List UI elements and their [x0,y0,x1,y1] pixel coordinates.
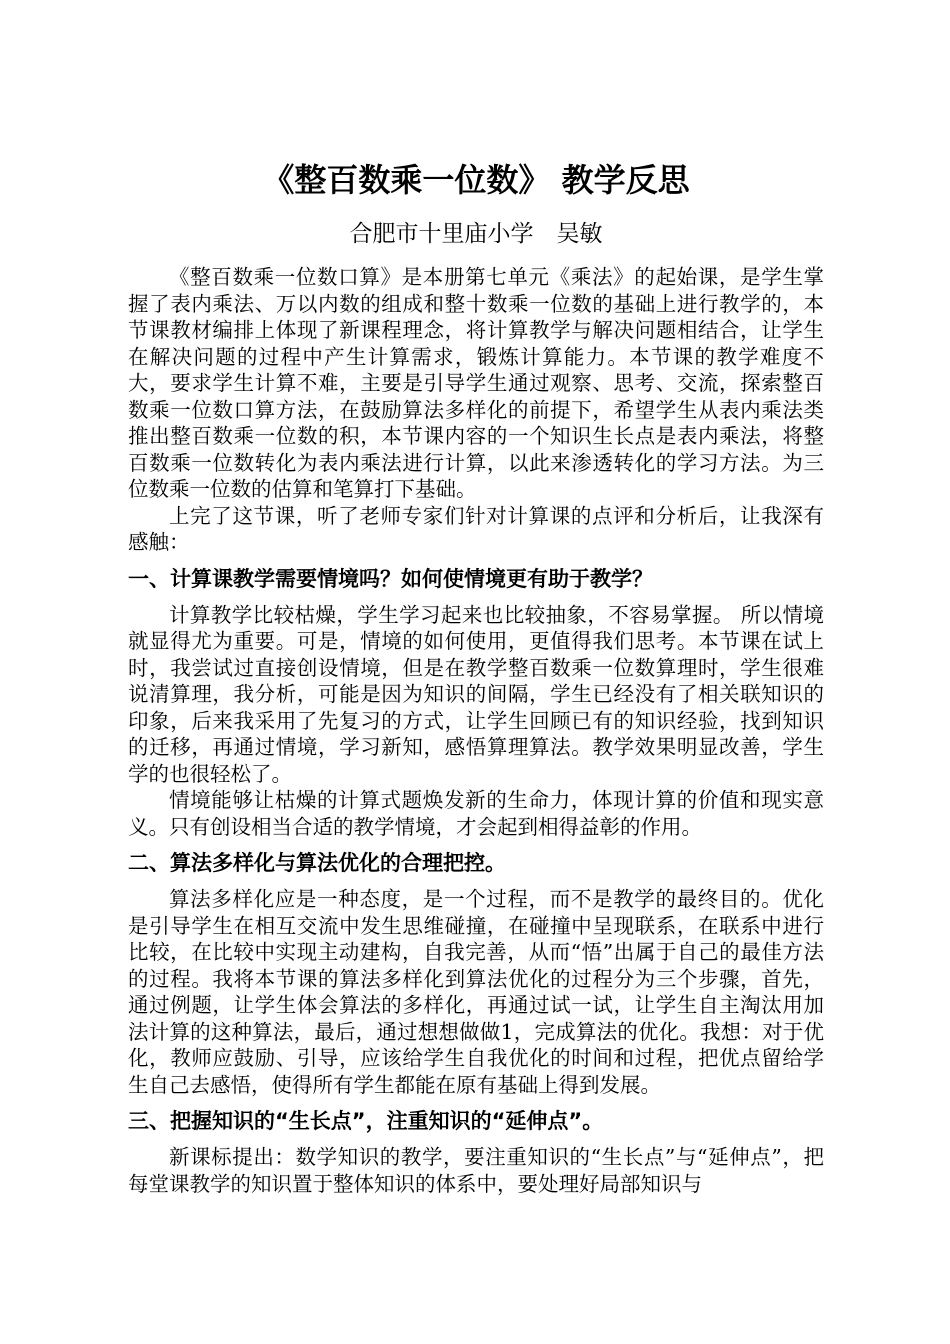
section-1-paragraph-1: 计算教学比较枯燥，学生学习起来也比较抽象，不容易掌握。 所以情境就显得尤为重要。可是，情境的如何使用，更值得我们思考。本节课在试上时，我尝试过直接创设情境，但是在教学整百数乘一位数算理时，学生很难说清算理，我分析，可能是因为知识的间隔，学生已经没有了相关联知识的印象，后来我采用了先复习的方式，让学生回顾已有的知识经验，找到知识的迁移，再通过情境，学习新知，感悟算理算法。教学效果明显改善，学生学的也很轻松了。 [128,602,824,786]
document-author: 合肥市十里庙小学 吴敏 [349,221,603,247]
document-page [128,0,824,1344]
intro-paragraph-1: 《整百数乘一位数口算》是本册第七单元《乘法》的起始课，是学生掌握了表内乘法、万以内数的组成和整十数乘一位数的基础上进行教学的，本节课教材编排上体现了新课程理念，将计算教学与解决问题相结合，让学生在解决问题的过程中产生计算需求，锻炼计算能力。本节课的教学难度不大，要求学生计算不难，主要是引导学生通过观察、思考、交流，探索整百数乘一位数口算方法，在鼓励算法多样化的前提下，希望学生从表内乘法类推出整百数乘一位数的积，本节课内容的一个知识生长点是表内乘法，将整百数乘一位数转化为表内乘法进行计算，以此来渗透转化的学习方法。为三位数乘一位数的估算和笔算打下基础。 [128,265,824,501]
document-title: 《整百数乘一位数》 教学反思 [262,161,690,199]
section-1-paragraph-2: 情境能够让枯燥的计算式题焕发新的生命力，体现计算的价值和现实意义。只有创设相当合适的教学情境，才会起到相得益彰的作用。 [128,788,824,839]
section-2-heading: 二、算法多样化与算法优化的合理把控。 [128,851,506,875]
section-3-heading: 三、把握知识的“生长点”，注重知识的“延伸点”。 [128,1109,604,1133]
intro-paragraph-2: 上完了这节课，听了老师专家们针对计算课的点评和分析后，让我深有感触： [128,503,824,554]
document-body [128,264,824,1197]
section-3-paragraph-1: 新课标提出：数学知识的教学，要注重知识的“生长点”与“延伸点”，把每堂课教学的知识置于整体知识的体系中，要处理好局部知识与 [128,1145,824,1196]
section-2-paragraph-1: 算法多样化应是一种态度，是一个过程，而不是教学的最终目的。优化是引导学生在相互交流中发生思维碰撞，在碰撞中呈现联系，在联系中进行比较，在比较中实现主动建构，自我完善，从而“悟”出属于自己的最佳方法的过程。我将本节课的算法多样化到算法优化的过程分为三个步骤，首先，通过例题，让学生体会算法的多样化，再通过试一试，让学生自主淘汰用加法计算的这种算法，最后，通过想想做做1，完成算法的优化。我想：对于优化，教师应鼓励、引导，应该给学生自我优化的时间和过程，把优点留给学生自己去感悟，使得所有学生都能在原有基础上得到发展。 [128,887,824,1097]
section-1-heading: 一、计算课教学需要情境吗？如何使情境更有助于教学？ [128,566,653,591]
